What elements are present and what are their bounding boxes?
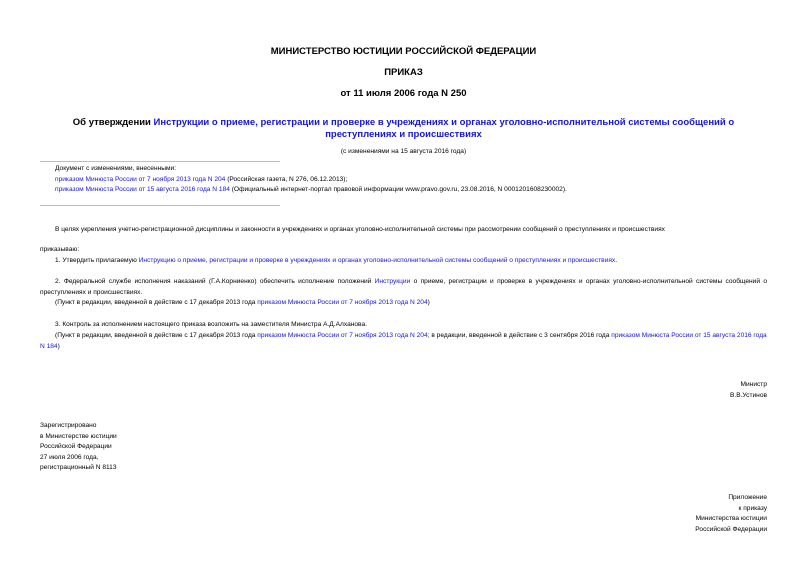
signature-role: Министр <box>740 381 767 388</box>
paragraph-3-note-suffix: ) <box>57 342 60 350</box>
divider-top <box>40 161 280 162</box>
appendix-line-1: Приложение <box>728 494 767 501</box>
paragraph-2-text-a: 2. Федеральной службе исполнения наказаний (Г.А.Корниенко) обеспечить исполнение положений <box>55 278 375 285</box>
changes-item-2 <box>55 185 775 196</box>
title-prefix: Об утверждении <box>72 117 154 128</box>
registration-line-1: Зарегистрировано <box>40 422 97 429</box>
changes-item-2-text: (Официальный интернет-портал правовой информации www.pravo.gov.ru, 23.08.2016, N 0001201608230002). <box>229 186 567 193</box>
divider-bottom <box>40 205 280 206</box>
order-204-link-2[interactable]: приказом Минюста России от 7 ноября 2013 года N 204 <box>257 299 428 306</box>
signature-name: В.В.Устинов <box>729 391 767 399</box>
appendix-line-4: Российской Федерации <box>695 525 767 533</box>
paragraph-2-note-prefix: (Пункт в редакции, введенной в действие с 17 декабря 2013 года <box>55 299 258 306</box>
document-title <box>40 117 767 141</box>
ministry-heading: МИНИСТЕРСТВО ЮСТИЦИИ РОССИЙСКОЙ ФЕДЕРАЦИИ <box>270 46 537 57</box>
amendments-note: (с изменениями на 15 августа 2016 года) <box>340 148 467 155</box>
changes-item-1-text: (Российская газета, N 276, 06.12.2013); <box>225 175 348 183</box>
order-184-link[interactable]: приказом Минюста России от 15 августа 2016 года N 184 <box>55 186 230 193</box>
appendix-block <box>695 493 767 535</box>
order-204-link-3[interactable]: приказом Минюста России от 7 ноября 2013 года N 204 <box>257 332 428 339</box>
order-heading: ПРИКАЗ <box>384 67 423 78</box>
changes-item-1 <box>55 175 775 186</box>
instruction-link[interactable]: Инструкцию о приеме, регистрации и проверке в учреждениях и органах уголовно-исполнительной системы сообщений о преступлениях и происшествиях <box>138 257 616 264</box>
paragraph-3-note <box>40 331 767 352</box>
preamble: В целях укрепления учетно-регистрационной дисциплины и законности в учреждениях и органах уголовно-исполнительной системы при рассмотрении сообщений о преступлениях и происшествиях <box>55 226 665 233</box>
order-word: приказываю: <box>40 246 80 253</box>
appendix-line-3: Министерства юстиции <box>695 515 767 522</box>
registration-line-3: Российской Федерации <box>40 443 112 450</box>
appendix-line-2: к приказу <box>738 504 767 512</box>
paragraph-3: 3. Контроль за исполнением настоящего приказа возложить на заместителя Министра А.Д.Алханова. <box>55 321 367 328</box>
paragraph-1-suffix: . <box>615 257 618 264</box>
paragraph-1-prefix: 1. Утвердить прилагаемую <box>55 257 139 264</box>
registration-block <box>40 421 117 474</box>
paragraph-3-note-mid: ; в редакции, введенной в действие с 3 сентября 2016 года <box>427 332 612 339</box>
paragraph-2-note-suffix: ) <box>427 299 430 306</box>
changes-block <box>55 164 775 196</box>
title-instruction-link[interactable]: Инструкции о приеме, регистрации и проверке в учреждениях и органах уголовно-исполнительной системы сообщений о преступлениях и происшествиях <box>153 117 735 140</box>
paragraph-2 <box>40 277 767 298</box>
order-184-link-2[interactable]: приказом Минюста России от 15 августа 2016 года N 184 <box>40 332 767 350</box>
paragraph-3-note-prefix: (Пункт в редакции, введенной в действие с 17 декабря 2013 года <box>55 332 258 339</box>
paragraph-2-text-b: о приеме, регистрации и проверке в учреждениях и органах уголовно-исполнительной системы сообщений о преступлениях и происшествиях. <box>40 278 767 296</box>
registration-line-5: регистрационный N 8113 <box>40 464 117 471</box>
registration-line-4: 27 июля 2006 года, <box>40 453 99 461</box>
order-date-number: от 11 июля 2006 года N 250 <box>340 88 467 99</box>
paragraph-1 <box>55 256 775 267</box>
signature-block <box>730 380 767 401</box>
registration-line-2: в Министерстве юстиции <box>40 432 117 440</box>
paragraph-2-note <box>55 298 775 309</box>
order-204-link[interactable]: приказом Минюста России от 7 ноября 2013 года N 204 <box>55 175 226 183</box>
instruction-link-2[interactable]: Инструкции <box>374 278 411 285</box>
changes-intro: Документ с изменениями, внесенными: <box>55 165 177 172</box>
